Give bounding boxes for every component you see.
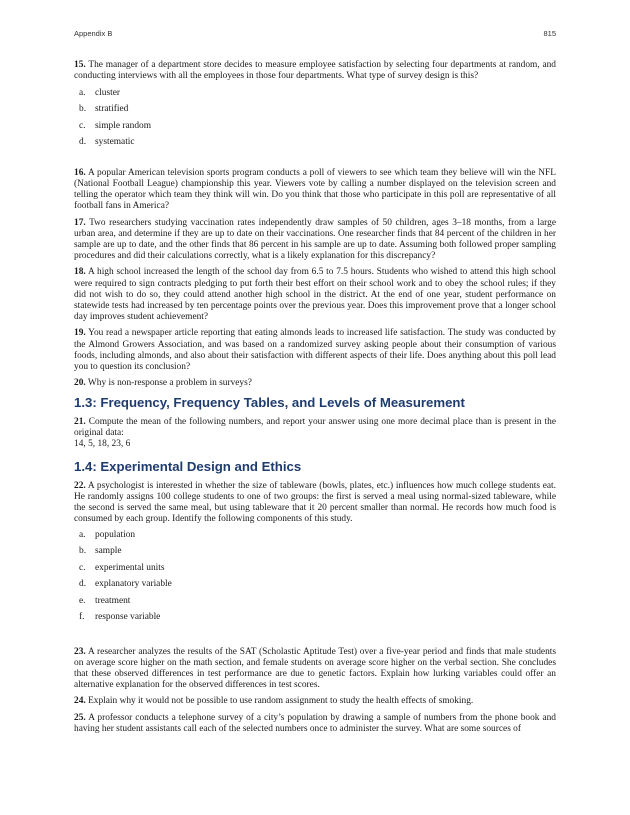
option-text: cluster bbox=[95, 87, 120, 98]
option-item bbox=[74, 88, 556, 105]
question-number: 22. bbox=[74, 481, 86, 492]
question-22 bbox=[74, 481, 556, 525]
question-number: 25. bbox=[74, 713, 86, 723]
option-text: experimental units bbox=[95, 562, 165, 573]
option-item bbox=[74, 121, 556, 138]
question-17 bbox=[74, 218, 556, 262]
section-heading-1-3: 1.3: Frequency, Frequency Tables, and Levels of Measurement bbox=[74, 394, 465, 410]
question-text: A professor conducts a telephone survey of a city’s population by drawing a sample of numbers from the phone book and having her student assistants call each of the selected numbers once to administer the survey. What are some sources of bbox=[74, 713, 556, 735]
option-letter: c. bbox=[79, 562, 86, 573]
option-text: simple random bbox=[95, 120, 151, 131]
header-appendix-label: Appendix B bbox=[74, 29, 113, 38]
running-header bbox=[74, 29, 556, 41]
question-22-options bbox=[74, 530, 556, 629]
question-18 bbox=[74, 267, 556, 322]
question-15-options bbox=[74, 88, 556, 154]
option-text: explanatory variable bbox=[95, 579, 172, 590]
question-24 bbox=[74, 696, 556, 707]
question-25 bbox=[74, 713, 556, 735]
question-text: Why is non-response a problem in surveys? bbox=[87, 378, 252, 389]
question-text: A popular American television sports program conducts a poll of viewers to see which team they believe will win the NFL (National Football League) championship this year. Viewers vote by calling a number displayed on the television screen and telling the operator which team they think will win. Do you think that those who participate in this poll are representative of all football fans in America? bbox=[74, 167, 556, 211]
option-item bbox=[74, 104, 556, 121]
question-20 bbox=[74, 378, 556, 389]
option-item bbox=[74, 596, 556, 613]
question-number: 18. bbox=[74, 267, 86, 278]
option-letter: b. bbox=[79, 546, 87, 557]
option-item bbox=[74, 137, 556, 154]
option-text: systematic bbox=[95, 137, 135, 148]
option-letter: a. bbox=[79, 87, 86, 98]
question-text: Two researchers studying vaccination rates independently draw samples of 50 children, ages 3–18 months, from a large urban area, and determine if they are up to date on their vaccinations. One researcher finds that 84 percent of the children in her sample are up to date, and the other finds that 86 percent in his sample are up to date. Assuming both followed proper sampling procedures and did their calculations correctly, what is a likely explanation for this discrepancy? bbox=[74, 217, 556, 261]
question-number: 15. bbox=[74, 60, 86, 70]
question-number: 21. bbox=[74, 416, 86, 427]
option-item bbox=[74, 563, 556, 580]
question-text: Compute the mean of the following numbers, and report your answer using one more decimal place than is present in the original data: bbox=[74, 416, 557, 438]
question-16 bbox=[74, 168, 556, 212]
question-21 bbox=[74, 417, 556, 439]
spacer bbox=[74, 629, 556, 647]
question-text: A researcher analyzes the results of the SAT (Scholastic Aptitude Test) over a five-year period and finds that male students on average score higher on the math section, and female students on average score higher on the verbal section. She concludes that these observed differences in test performance are due to genetic factors. Explain how lurking variables could offer an alternative explanation for the observed differences in test scores. bbox=[74, 646, 557, 690]
option-letter: a. bbox=[79, 529, 86, 540]
question-21-data: 14, 5, 18, 23, 6 bbox=[74, 439, 131, 450]
option-letter: d. bbox=[79, 579, 87, 590]
option-item bbox=[74, 530, 556, 547]
option-letter: b. bbox=[79, 104, 87, 115]
option-text: response variable bbox=[95, 612, 161, 623]
question-number: 16. bbox=[74, 167, 86, 178]
option-letter: c. bbox=[79, 120, 86, 131]
section-heading-1-4: 1.4: Experimental Design and Ethics bbox=[74, 459, 302, 475]
question-number: 24. bbox=[74, 696, 86, 707]
spacer bbox=[74, 154, 556, 168]
option-text: population bbox=[95, 529, 136, 540]
option-text: stratified bbox=[95, 104, 129, 115]
option-item bbox=[74, 546, 556, 563]
question-text: Explain why it would not be possible to use random assignment to study the health effects of smoking. bbox=[88, 696, 474, 707]
option-item bbox=[74, 579, 556, 596]
question-number: 19. bbox=[74, 328, 86, 339]
question-text: A psychologist is interested in whether the size of tableware (bowls, plates, etc.) influences how much college students eat. He randomly assigns 100 college students to one of two groups: the first is served a meal using normal-sized tableware, while the second is served the same meal, but using tableware that it 20 percent smaller than normal. He records how much food is consumed by each group. Identify the following components of this study. bbox=[74, 481, 556, 525]
question-19 bbox=[74, 328, 556, 372]
page-content bbox=[74, 60, 556, 741]
option-item bbox=[74, 612, 556, 629]
option-text: treatment bbox=[95, 595, 131, 606]
question-number: 20. bbox=[74, 378, 86, 389]
option-letter: d. bbox=[79, 137, 87, 148]
question-number: 17. bbox=[74, 217, 86, 228]
option-letter: f. bbox=[79, 612, 85, 623]
question-15 bbox=[74, 60, 556, 82]
option-text: sample bbox=[95, 546, 122, 557]
question-text: A high school increased the length of the school day from 6.5 to 7.5 hours. Students who wished to attend this high school were required to sign contracts pledging to put forth their best effort on their school work and to obey the school rules; if they did not wish to do so, they could attend another high school in the district. At the end of one year, student performance on statewide tests had increased by ten percentage points over the previous year. Does this improvement prove that a longer school day improves student achievement? bbox=[74, 267, 556, 322]
question-23 bbox=[74, 647, 556, 691]
header-page-number: 815 bbox=[543, 29, 556, 38]
question-text: The manager of a department store decides to measure employee satisfaction by selecting four departments at random, and conducting interviews with all the employees in those four departments. What type of survey design is this? bbox=[74, 60, 556, 82]
question-number: 23. bbox=[74, 646, 86, 657]
option-letter: e. bbox=[79, 595, 86, 606]
question-text: You read a newspaper article reporting that eating almonds leads to increased life satisfaction. The study was conducted by the Almond Growers Association, and was based on a randomized survey asking people about their consumption of various foods, including almonds, and also about their satisfaction with different aspects of their life. Does anything about this poll lead you to question its conclusion? bbox=[74, 328, 556, 372]
